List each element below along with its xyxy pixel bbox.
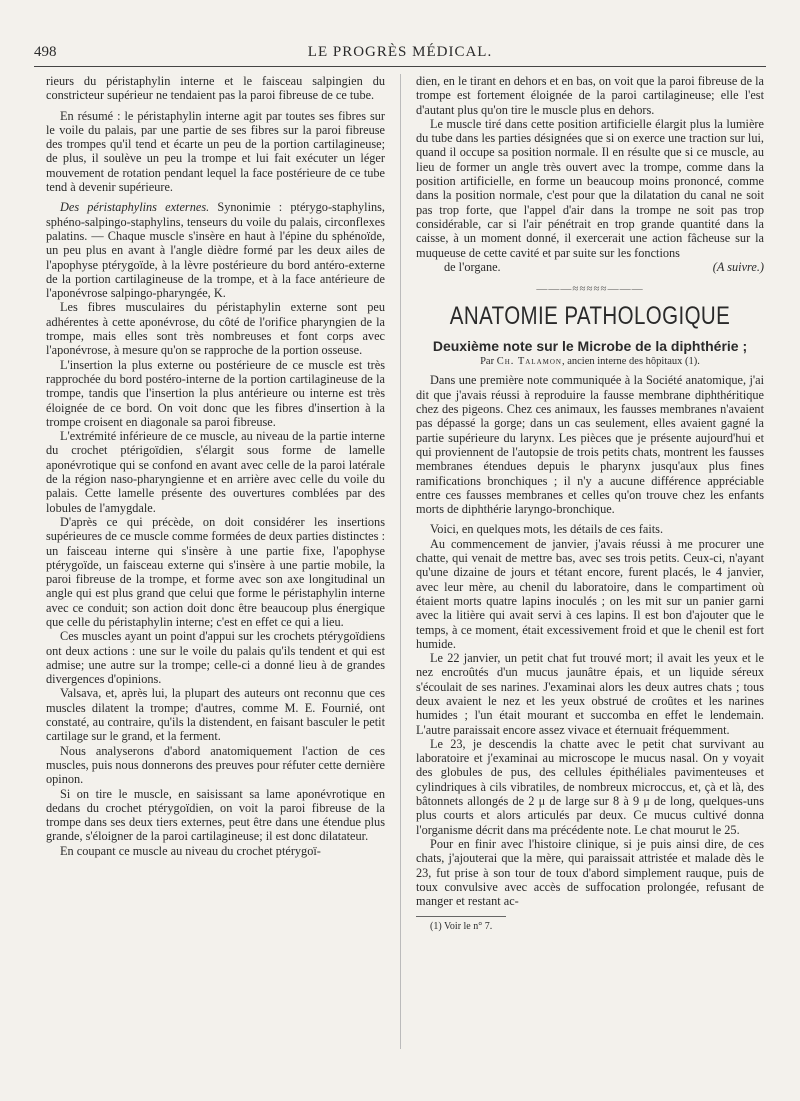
- paragraph: Le muscle tiré dans cette position artificielle élargit plus la lumière du tube dans les parties désignées que si on exerce une traction sur lui, quand il occupe sa position normale. Il en résulte que si ce muscle, au lieu de former un angle très ouvert avec la trompe, comme dans la position artificielle, en forme un beaucoup moins prononcé, comme dans la position normale, c'est pour que la dilatation du canal ne soit pas trop forte, que l'appel d'air dans la trompe ne soit pas trop considérable, car si l'air pénétrait en trop grande quantité dans la caisse, à un moment donné, il exercerait une action fâcheuse sur la muqueuse de cette cavité et par suite sur les fonctions: [416, 116, 764, 260]
- byline-suffix: , ancien interne des hôpitaux (1).: [561, 356, 700, 368]
- paragraph: Les fibres musculaires du péristaphylin externe sont peu adhérentes à cette aponévrose, du côté de l'orifice pharyngien de la trompe, mais elles sont très nombreuses et font corps avec l'aponévrose, à mesure qu'on se rapproche de la portion osseuse.: [46, 300, 385, 358]
- paragraph: Si on tire le muscle, en saisissant sa lame aponévrotique en dedans du crochet ptérygoïdien, on voit la paroi fibreuse de la trompe dans ses deux tiers externes, peut être dans une étendue plus grande, s'éloigner de la paroi cartilagineuse; il est donc dilatateur.: [46, 786, 385, 844]
- section-ornament: ———≈≈≈≈≈———: [536, 283, 644, 296]
- paragraph-body: Synonimie : ptérygo-staphylins, sphéno-salpingo-staphylins, tenseurs du voile du palais, circonflexes palatins. — Chaque muscle s'insère en haut à l'épine du sphénoïde, un peu plus en avant à l'angle dièdre formé par les deux ailes de l'apophyse ptérygoïde, à la lèvre postérieure du bord antéro-externe de la portion cartilagineuse de la trompe, et à la face antérieure de l'aponévrose salpingo-pharyngée, K.: [46, 200, 385, 301]
- paragraph: Dans une première note communiquée à la Société anatomique, j'ai dit que j'avais réussi à reproduire la fausse membrane diphthéritique chez des pigeons. Chez ces animaux, les fausses membranes n'avaient pas dépassé la gorge; dans un cas seulement, elles avaient gagné la partie supérieure du larynx. Les pièces que je présente aujourd'hui et qui proviennent de l'autopsie de trois petits chats, montrent les fausses membranes étendues depuis le pharynx jusqu'aux plus fines ramifications bronchiques ; il n'y a aucune différence appréciable entre ces fausses membranes et celles qu'on trouve chez les enfants morts de diphthérie laryngo-bronchique.: [416, 373, 764, 517]
- paragraph: Le 23, je descendis la chatte avec le petit chat survivant au laboratoire et j'examinai au microscope le mucus nasal. On y voyait des globules de pus, des cellules épithéliales pavimenteuses et cylindriques à cils vibratiles, de nombreux microccus, et, çà et là, des bâtonnets allongés de 2 μ de large sur 8 à 9 μ de long, quelques-uns plus courts et alors articulés par deux. Ce mucus cultivé donna l'organisme décrit dans ma précédente note. Le chat mourut le 25.: [416, 736, 764, 837]
- column-divider: [400, 74, 401, 1049]
- paragraph: L'extrémité inférieure de ce muscle, au niveau de la partie interne du crochet ptérigoïdien, s'élargit sous forme de lamelle aponévrotique qui se confond en avant avec celle de la paroi latérale de la région naso-pharyngienne et en arrière avec celle du voile du palais. Cette lamelle présente des ouvertures comblées par des lobules de l'amygdale.: [46, 429, 385, 515]
- page-number: 498: [34, 44, 57, 60]
- right-column: [416, 74, 764, 933]
- paragraph: rieurs du péristaphylin interne et le faisceau salpingien du constricteur supérieur ne tendaient pas la paroi fibreuse de ce tube.: [46, 74, 385, 103]
- article-title: Deuxième note sur le Microbe de la diphthérie ;: [432, 338, 748, 355]
- paragraph: D'après ce qui précède, on doit considérer les insertions supérieures de ce muscle comme formées de deux parties distinctes : un faisceau interne qui s'insère à une partie fixe, l'apophyse ptérygoïde, un faisceau externe qui s'insère à une partie mobile, la paroi fibreuse de la trompe, et forme avec son axe longitudinal un angle qui est plus grand que celui que forme le péristaphylin interne avec ce conduit; son action doit donc être beaucoup plus énergique que celle du péristaphylin interne; c'est en effet ce qui a lieu.: [46, 514, 385, 629]
- left-column: [46, 74, 385, 858]
- to-be-continued: (A suivre.): [712, 259, 764, 274]
- paragraph: Au commencement de janvier, j'avais réussi à me procurer une chatte, qui venait de mettre bas, avec ses trois petits. Ceux-ci, n'ayant qu'une dizaine de jours et tétant encore, furent placés, le 4 janvier, avec leur mère, au chenil du laboratoire, dans le compartiment où étaient morts quatre lapins inoculés ; on les mit sur un panier garni avec la litière qui avait servi à ces lapins. Il est bon d'ajouter que le temps, à ce moment, était excessivement froid et que le chenil est fort humide.: [416, 536, 764, 651]
- paragraph: dien, en le tirant en dehors et en bas, on voit que la paroi fibreuse de la trompe est fortement éloignée de la paroi cartilagineuse; elle l'est d'autant plus qu'on tire le muscle plus en dehors.: [416, 74, 764, 117]
- paragraph-last-words: de l'organe.: [444, 259, 501, 274]
- paragraph: Voici, en quelques mots, les détails de ces faits.: [430, 522, 664, 537]
- paragraph-end-line: [416, 260, 764, 274]
- byline-prefix: Par: [480, 356, 497, 368]
- subsection-title: Des péristaphylins externes.: [60, 200, 210, 215]
- paragraph: Pour en finir avec l'histoire clinique, si je puis ainsi dire, de ces chats, j'ajouterai que la mère, qui paraissait attristée et malade dès le 23, fut prise à son tour de toux d'abord simplement rauque, puis de toux convulsive avec accès de suffocation prolongée, refusant de manger et restant ac-: [416, 836, 764, 909]
- paragraph: En coupant ce muscle au niveau du crochet ptérygoï-: [60, 843, 321, 858]
- footnote-rule: [416, 916, 506, 917]
- paragraph: Nous analyserons d'abord anatomiquement l'action de ces muscles, puis nous donnerons des preuves pour réfuter cette dernière opinon.: [46, 743, 385, 787]
- journal-title: LE PROGRÈS MÉDICAL.: [307, 44, 493, 60]
- paragraph: [46, 200, 385, 300]
- paragraph: Valsava, et, après lui, la plupart des auteurs ont reconnu que ces muscles dilatent la trompe; d'autres, comme M. E. Fournié, ont constaté, au contraire, qu'ils la distendent, en faisant basculer le petit cartilage sur le grand, et la ferment.: [46, 686, 385, 744]
- paragraph: Ces muscles ayant un point d'appui sur les crochets ptérygoïdiens ont deux actions : une sur le voile du palais qu'ils tendent et qui est admise; une autre sur la trompe; celle-ci a donné lieu à de grandes divergences d'opinions.: [46, 629, 385, 687]
- byline: [416, 355, 764, 369]
- paragraph: L'insertion la plus externe ou postérieure de ce muscle est très rapprochée du bord postéro-interne de la portion cartilagineuse de la trompe, tandis que l'insertion la plus antérieure ou interne est très éloignée de ce bord. On voit donc que les fibres d'insertion à la trompe croisent en diagonale sa paroi fibreuse.: [46, 357, 385, 429]
- page-header: [34, 40, 766, 64]
- paragraph: Le 22 janvier, un petit chat fut trouvé mort; il avait les yeux et le nez encroûtés d'un mucus jaunâtre épais, et un liquide séreux s'écoulait de ses narines. J'examinai alors les deux autres chats ; tous deux avaient le nez et les yeux obstrué de croûtes et les narines humides ; l'un était mourant et succomba en effet le lendemain. L'autre paraissait encore assez vivace et éternuait fréquemment.: [416, 651, 764, 737]
- author-name: Ch. Talamon: [496, 356, 562, 368]
- paragraph: En résumé : le péristaphylin interne agit par toutes ses fibres sur le voile du palais, par une partie de ses fibres sur la paroi fibreuse des trompes qu'il tend et écarte un peu de la portion cartilagineuse; de plus, il soulève un peu la trompe et lui fait exécuter un léger mouvement de rotation pendant lequel la face postérieure de ce tube tend à devenir supérieure.: [46, 108, 385, 195]
- footnote: (1) Voir le n° 7.: [430, 921, 493, 933]
- header-rule: [34, 66, 766, 67]
- section-heading: ANATOMIE PATHOLOGIQUE: [449, 302, 731, 331]
